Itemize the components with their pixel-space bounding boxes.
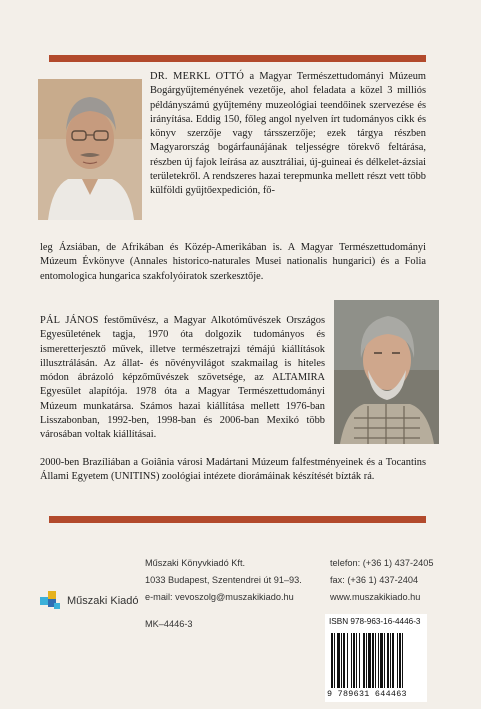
barcode-bar	[392, 633, 394, 688]
product-code: MK–4446-3	[145, 619, 193, 629]
top-accent-bar	[49, 55, 426, 62]
barcode-bar	[399, 633, 401, 688]
bio-merkl-name: DR. MERKL OTTÓ	[150, 71, 245, 82]
barcode-bar	[359, 633, 360, 688]
barcode-bar	[363, 633, 365, 688]
barcode-bar	[397, 633, 398, 688]
barcode-bar	[331, 633, 333, 688]
publisher-phone: telefon: (+36 1) 437-2405	[330, 558, 434, 568]
portrait-pal-janos	[334, 300, 439, 444]
barcode-bar	[380, 633, 383, 688]
barcode-bar	[402, 633, 403, 688]
isbn-digits: 9 789631 644463	[327, 689, 407, 699]
barcode-bar	[372, 633, 374, 688]
barcode-bar	[351, 633, 352, 688]
bio-pal-name: PÁL JÁNOS	[40, 315, 99, 326]
barcode-graphic	[329, 633, 423, 688]
barcode-bar	[347, 633, 348, 688]
bottom-accent-bar	[49, 516, 426, 523]
barcode-bar	[356, 633, 357, 688]
barcode-bar	[366, 633, 367, 688]
bio-merkl-text-b: leg Ázsiában, de Afrikában és Közép-Amerikában is. A Magyar Természettudományi Múzeum Évkönyve (Annales historico-naturales Musei nationalis hungarici) és a Folia entomologica hungarica szakfolyóiratok szerkesztője.	[40, 242, 426, 282]
barcode-bar	[375, 633, 376, 688]
logo-text: Műszaki Kiadó	[67, 595, 139, 607]
bio-pal-paragraph-cont	[40, 456, 426, 485]
bio-merkl-paragraph	[150, 70, 426, 199]
publisher-address: 1033 Budapest, Szentendrei út 91–93.	[145, 575, 302, 585]
bio-merkl-paragraph-cont	[40, 241, 426, 284]
muszaki-kiado-logo	[40, 591, 139, 611]
barcode-bar	[353, 633, 355, 688]
barcode-bar	[387, 633, 389, 688]
barcode-bar	[334, 633, 335, 688]
publisher-contact	[330, 555, 433, 606]
publisher-name: Műszaki Könyvkiadó Kft.	[145, 558, 246, 568]
barcode-bar	[368, 633, 371, 688]
barcode-bar	[384, 633, 385, 688]
barcode-bar	[390, 633, 391, 688]
barcode-bar	[337, 633, 340, 688]
bio-pal-text-b: 2000-ben Brazíliában a Goiânia városi Madártani Múzeum falfestményeinek és a Tocantins Állami Egyetem (UNITINS) zoológiai intézete diorámáinak készítését bízták rá.	[40, 457, 426, 483]
barcode-bar	[343, 633, 345, 688]
barcode-bar	[341, 633, 342, 688]
publisher-fax: fax: (+36 1) 437-2404	[330, 575, 419, 585]
publisher-logo-icon	[40, 591, 62, 611]
bio-merkl-text-a: a Magyar Természettudományi Múzeum Bogárgyűjteményének vezetője, ahol feladata a közel 3 milliós példányszámú gyűjtemény muzeológiai teendőinek szervezése és irányítása. Eddig 150, főleg angol nyelven írt tudományos cikk és könyv szerzője vagy társszerzője; ezek tárgya részben Magyarország bogárfaunájának teljességre törekvő feltárása, részben új fajok leírása az ausztráliai, új-guineai és délkelet-ázsiai területekről. A rendszeres hazai terepmunka mellett részt vett több külföldi gyűjtőexpedición, fő-	[150, 71, 426, 197]
barcode-bar	[378, 633, 379, 688]
portrait-merkl-otto	[38, 79, 142, 220]
publisher-info	[145, 555, 302, 606]
bio-pal-paragraph	[40, 314, 325, 443]
bio-pal-text-a: festőművész, a Magyar Alkotóművészek Országos Egyesületének tagja, 1970 óta dolgozik tudományos és ismeretterjesztő művek, illetve természetrajzi témájú kiállítások illusztrálásán. Az állat- és növényvilágot szakmailag is hiteles módon ábrázoló képzőművészek szövetsége, az ALTAMIRA Egyesület alapítója. 1978 óta a Magyar Természettudományi Múzeum munkatársa. Számos hazai kiállítása mellett 1976-ban Lisszabonban, 1992-ben, 1998-ban és 2006-ban Mexikó több városában voltak kiállításai.	[40, 315, 325, 441]
isbn-label: ISBN 978-963-16-4446-3	[329, 617, 421, 626]
publisher-website[interactable]: www.muszakikiado.hu	[330, 592, 421, 602]
isbn-barcode-box	[325, 614, 427, 702]
publisher-email[interactable]: e-mail: vevoszolg@muszakikiado.hu	[145, 592, 294, 602]
